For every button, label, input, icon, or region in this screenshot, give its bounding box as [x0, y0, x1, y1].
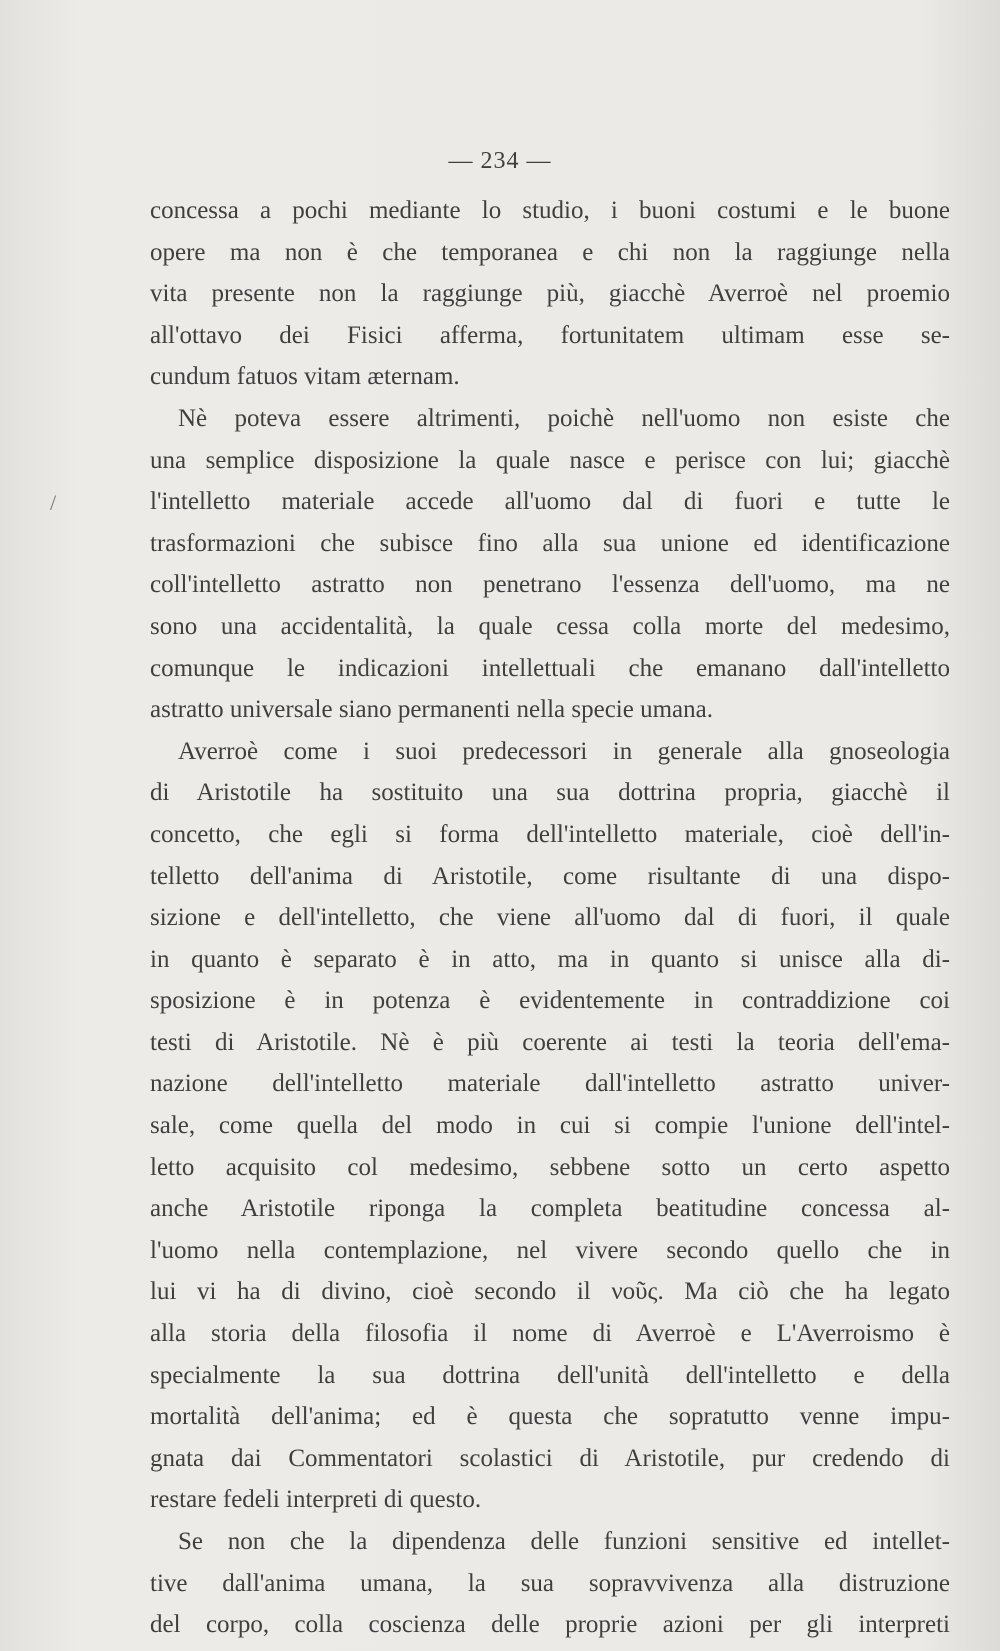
text-line: opere ma non è che temporanea e chi non la raggiunge nella — [150, 238, 950, 266]
text-line: concetto, che egli si forma dell'intelletto materiale, cioè dell'in- — [150, 820, 950, 848]
text-line: di Aristotile ha sostituito una sua dottrina propria, giacchè il — [150, 779, 950, 807]
text-line: sposizione è in potenza è evidentemente in contraddizione coi — [150, 987, 950, 1015]
text-line: sizione e dell'intelletto, che viene all'uomo dal di fuori, il quale — [150, 904, 950, 932]
text-line: del corpo, colla coscienza delle proprie azioni per gli interpreti — [150, 1611, 950, 1639]
text-line: restare fedeli interpreti di questo. — [150, 1486, 482, 1514]
text-line: Se non che la dipendenza delle funzioni sensitive ed intellet- — [178, 1528, 950, 1555]
text-line: trasformazioni che subisce fino alla sua unione ed identificazione — [150, 529, 950, 557]
text-line: una semplice disposizione la quale nasce e perisce con lui; giacchè — [150, 446, 950, 474]
text-line: sono una accidentalità, la quale cessa colla morte del medesimo, — [150, 612, 950, 640]
text-line: coll'intelletto astratto non penetrano l'essenza dell'uomo, ma ne — [150, 571, 950, 599]
text-line: Averroè come i suoi predecessori in generale alla gnoseologia — [178, 737, 950, 765]
body-text — [150, 190, 950, 1646]
text-line: nazione dell'intelletto materiale dall'intelletto astratto univer- — [150, 1070, 950, 1098]
text-line: concessa a pochi mediante lo studio, i buoni costumi e le buone — [150, 197, 950, 224]
text-line: comunque le indicazioni intellettuali che emanano dall'intelletto — [150, 654, 950, 682]
text-line: telletto dell'anima di Aristotile, come risultante di una dispo- — [150, 862, 950, 890]
text-line: in quanto è separato è in atto, ma in quanto si unisce alla di- — [150, 945, 950, 973]
text-line: cundum fatuos vitam æternam. — [150, 363, 460, 391]
text-line: l'intelletto materiale accede all'uomo dal di fuori e tutte le — [150, 488, 950, 516]
text-line: alla storia della filosofia il nome di Averroè e L'Averroismo è — [150, 1320, 950, 1348]
text-line: Nè poteva essere altrimenti, poichè nell'uomo non esiste che — [178, 404, 950, 432]
text-line: sale, come quella del modo in cui si compie l'unione dell'intel- — [150, 1112, 950, 1140]
text-line: specialmente la sua dottrina dell'unità dell'intelletto e della — [150, 1361, 950, 1389]
text-line: vita presente non la raggiunge più, giacchè Averroè nel proemio — [150, 280, 950, 308]
text-line: l'uomo nella contemplazione, nel vivere secondo quello che in — [150, 1236, 950, 1264]
text-line: tive dall'anima umana, la sua sopravvivenza alla distruzione — [150, 1569, 950, 1597]
text-line: testi di Aristotile. Nè è più coerente ai testi la teoria dell'ema- — [150, 1028, 950, 1056]
margin-mark: / — [50, 490, 57, 515]
text-line: anche Aristotile riponga la completa beatitudine concessa al- — [150, 1195, 950, 1223]
text-line: mortalità dell'anima; ed è questa che sopratutto venne impu- — [150, 1403, 950, 1431]
page-number: — 234 — — [448, 148, 552, 174]
text-line: letto acquisito col medesimo, sebbene sotto un certo aspetto — [150, 1153, 950, 1181]
text-line: lui vi ha di divino, cioè secondo il νοῦς. Ma ciò che ha legato — [150, 1278, 950, 1306]
text-line: astratto universale siano permanenti nella specie umana. — [150, 696, 713, 724]
text-line: gnata dai Commentatori scolastici di Aristotile, pur credendo di — [150, 1444, 950, 1472]
text-line: all'ottavo dei Fisici afferma, fortunitatem ultimam esse se- — [150, 321, 950, 349]
